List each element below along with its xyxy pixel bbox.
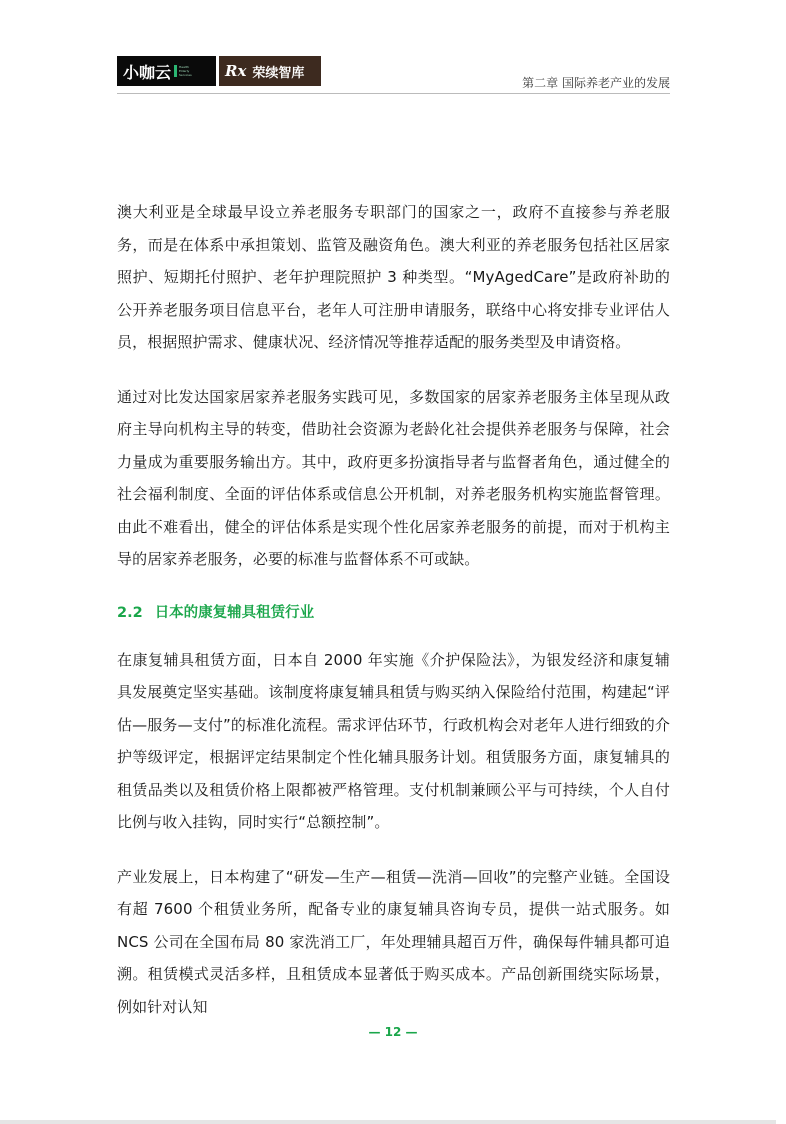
document-body — [117, 196, 670, 1045]
rx-logo-mark: Rx — [225, 62, 247, 80]
logo-accent-bar — [174, 65, 177, 77]
header-logos — [117, 56, 321, 86]
section-title: 日本的康复辅具租赁行业 — [154, 604, 315, 621]
paragraph-australia: 澳大利亚是全球最早设立养老服务专职部门的国家之一，政府不直接参与养老服务，而是在体系中承担策划、监管及融资角色。澳大利亚的养老服务包括社区居家照护、短期托付照护、老年护理院照护 3 种类型。“MyAgedCare”是政府补助的公开养老服务项目信息平台，老年人可注册申请服务，联络中心将安排专业评估人员，根据照护需求、健康状况、经济情况等推荐适配的服务类型及申请资格。 — [117, 203, 670, 351]
xiaokayun-logo — [117, 56, 216, 86]
page-bottom-edge — [0, 1120, 776, 1124]
rongxu-logo-text: 荣续智库 — [252, 65, 305, 81]
xiaokayun-logo-text: 小咖云 — [123, 62, 172, 82]
paragraph-industry: 产业发展上，日本构建了“研发—生产—租赁—洗消—回收”的完整产业链。全国设有超 7600 个租赁业务所，配备专业的康复辅具咨询专员，提供一站式服务。如 NCS 公司在全国布局 80 家洗消工厂，年处理辅具超百万件，确保每件辅具都可追溯。租赁模式灵活多样，且租赁成本显著低于购买成本。产品创新围绕实际场景，例如针对认知 — [117, 867, 670, 1016]
section-number: 2.2 — [117, 604, 143, 621]
page-number: — 12 — — [368, 1025, 418, 1039]
rongxu-logo — [219, 56, 321, 86]
section-heading — [117, 598, 670, 628]
xiaokayun-logo-subtext: Health Elderly Services — [179, 65, 192, 77]
chapter-header: 第二章 国际养老产业的发展 — [522, 76, 670, 90]
paragraph-rental: 在康复辅具租赁方面，日本自 2000 年实施《介护保险法》，为银发经济和康复辅具发展奠定坚实基础。该制度将康复辅具租赁与购买纳入保险给付范围，构建起“评估—服务—支付”的标准化流程。需求评估环节，行政机构会对老年人进行细致的介护等级评定，根据评定结果制定个性化辅具服务计划。租赁服务方面，康复辅具的租赁品类以及租赁价格上限都被严格管理。支付机制兼顾公平与可持续，个人自付比例与收入挂钩，同时实行“总额控制”。 — [117, 650, 670, 831]
paragraph-comparison: 通过对比发达国家居家养老服务实践可见，多数国家的居家养老服务主体呈现从政府主导向机构主导的转变，借助社会资源为老龄化社会提供养老服务与保障，社会力量成为重要服务输出方。其中，政府更多扮演指导者与监督者角色，通过健全的社会福利制度、全面的评估体系或信息公开机制，对养老服务机构实施监督管理。由此不难看出，健全的评估体系是实现个性化居家养老服务的前提，而对于机构主导的居家养老服务，必要的标准与监督体系不可或缺。 — [117, 387, 670, 568]
header-divider — [117, 93, 670, 94]
